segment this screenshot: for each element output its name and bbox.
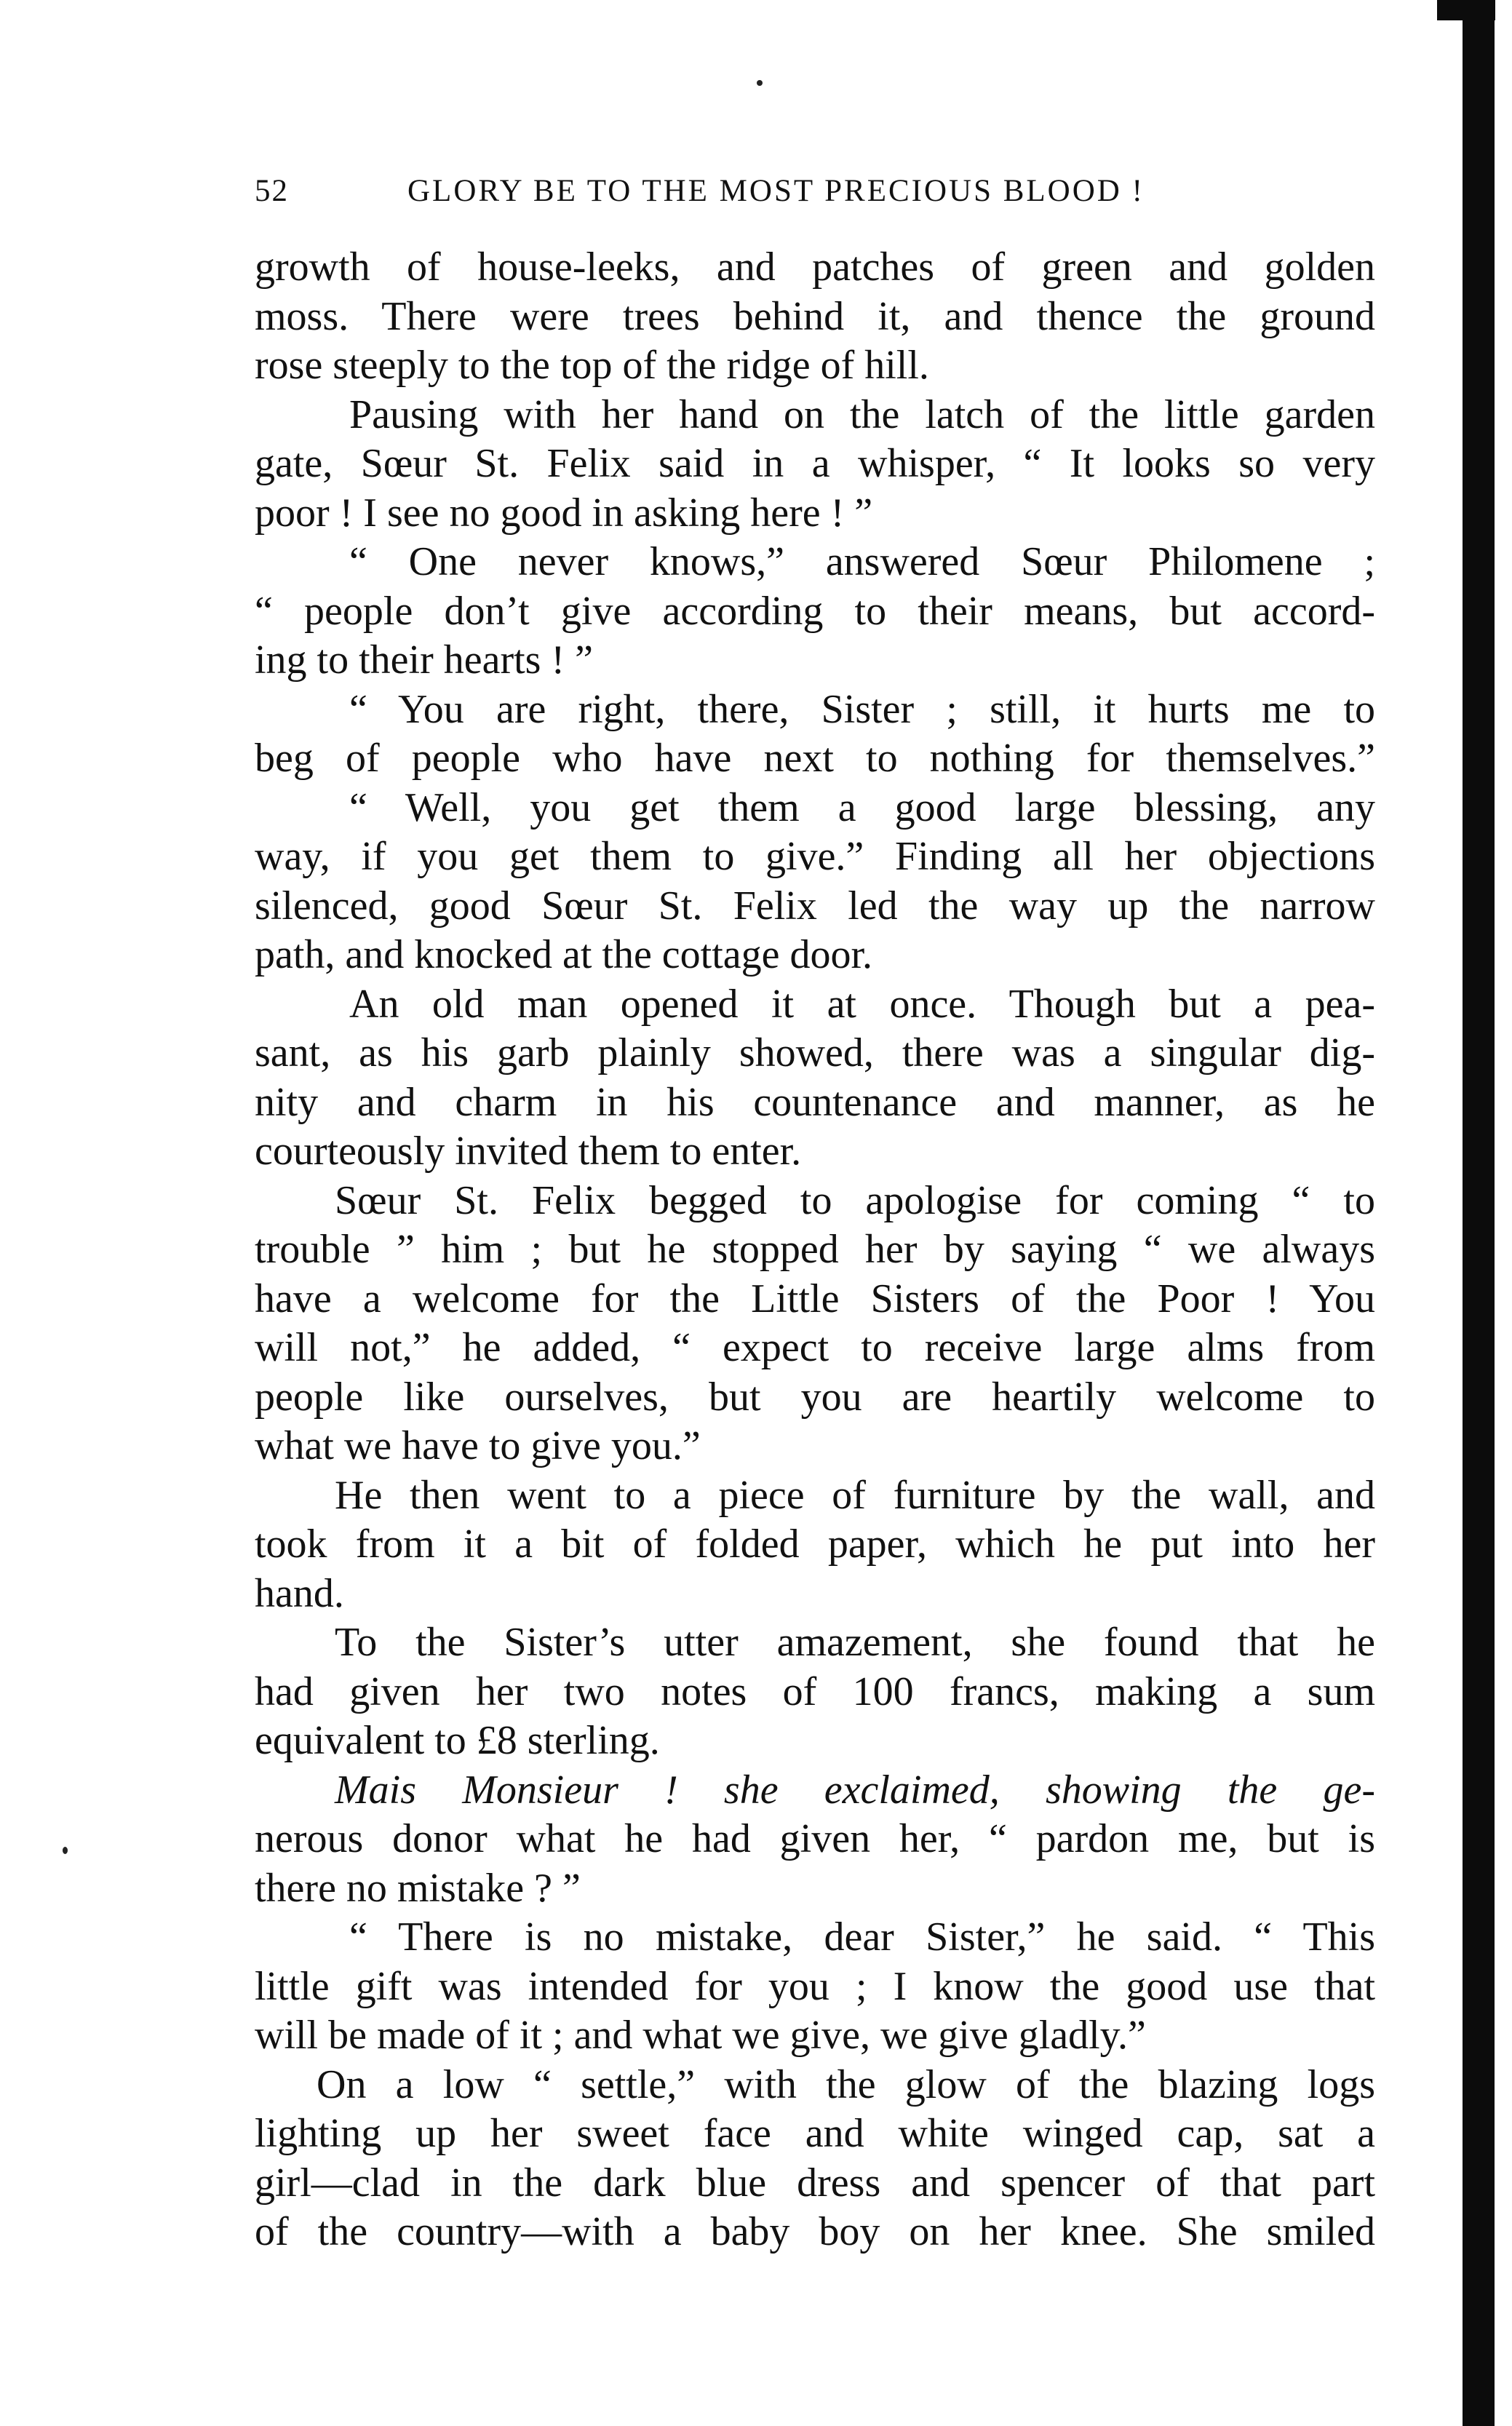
text-line: “ One never knows,” answered Sœur Philomene ; <box>349 539 1375 584</box>
text-line: “ people don’t give according to their means, but accord- <box>255 588 1375 634</box>
text-line: silenced, good Sœur St. Felix led the way up the narrow <box>255 883 1375 928</box>
text-line: nerous donor what he had given her, “ pardon me, but is <box>255 1816 1375 1861</box>
page-edge-shadow <box>1463 0 1495 2426</box>
text-line: poor ! I see no good in asking here ! ” <box>255 490 873 536</box>
text-line: courteously invited them to enter. <box>255 1129 802 1174</box>
text-line: He then went to a piece of furniture by the wall, and <box>335 1472 1375 1518</box>
text-line: girl—clad in the dark blue dress and spencer of that part <box>255 2160 1375 2206</box>
text-line: sant, as his garb plainly showed, there was a singular dig- <box>255 1030 1375 1075</box>
text-line: hand. <box>255 1570 344 1616</box>
text-line: “ You are right, there, Sister ; still, it hurts me to <box>349 686 1375 732</box>
text-line: of the country—with a baby boy on her knee. She smiled <box>255 2209 1375 2254</box>
text-line: way, if you get them to give.” Finding all her objections <box>255 834 1375 879</box>
text-line: there no mistake ? ” <box>255 1865 581 1911</box>
text-line: equivalent to £8 sterling. <box>255 1718 660 1763</box>
text-line: To the Sister’s utter amazement, she found that he <box>335 1620 1375 1665</box>
text-line: Pausing with her hand on the latch of the little garden <box>349 391 1375 437</box>
text-line: “ Well, you get them a good large blessing, any <box>349 784 1375 830</box>
text-line: An old man opened it at once. Though but a pea- <box>349 981 1375 1027</box>
text-line: little gift was intended for you ; I know the good use that <box>255 1963 1375 2009</box>
text-line: beg of people who have next to nothing for themselves.” <box>255 736 1375 781</box>
running-head: GLORY BE TO THE MOST PRECIOUS BLOOD ! <box>407 174 1145 208</box>
text-line: Mais Monsieur ! she exclaimed, showing the ge- <box>335 1767 1375 1813</box>
text-line: rose steeply to the top of the ridge of hill. <box>255 343 929 388</box>
text-line: people like ourselves, but you are heartily welcome to <box>255 1374 1375 1420</box>
text-line: “ There is no mistake, dear Sister,” he said. “ This <box>349 1914 1375 1960</box>
text-line: Sœur St. Felix begged to apologise for coming “ to <box>335 1177 1375 1223</box>
ink-speck-top <box>757 80 763 86</box>
page-number: 52 <box>255 174 289 208</box>
text-line: have a welcome for the Little Sisters of the Poor ! You <box>255 1276 1375 1321</box>
text-line: will be made of it ; and what we give, we give gladly.” <box>255 2013 1146 2058</box>
text-line: took from it a bit of folded paper, which he put into her <box>255 1522 1375 1567</box>
text-line: growth of house-leeks, and patches of green and golden <box>255 244 1375 290</box>
text-line: nity and charm in his countenance and manner, as he <box>255 1079 1375 1125</box>
ink-speck-left <box>63 1847 68 1854</box>
text-line: trouble ” him ; but he stopped her by saying “ we always <box>255 1227 1375 1272</box>
text-line: path, and knocked at the cottage door. <box>255 932 873 977</box>
body-text <box>255 243 1375 2257</box>
page-header <box>255 173 1375 224</box>
text-line: moss. There were trees behind it, and thence the ground <box>255 293 1375 339</box>
text-line: ing to their hearts ! ” <box>255 637 593 683</box>
text-line: will not,” he added, “ expect to receive large alms from <box>255 1325 1375 1370</box>
text-line: what we have to give you.” <box>255 1423 701 1468</box>
text-line: lighting up her sweet face and white winged cap, sat a <box>255 2111 1375 2156</box>
text-line: had given her two notes of 100 francs, making a sum <box>255 1669 1375 1714</box>
text-line: gate, Sœur St. Felix said in a whisper, “ It looks so very <box>255 441 1375 486</box>
text-line: On a low “ settle,” with the glow of the blazing logs <box>317 2061 1375 2107</box>
